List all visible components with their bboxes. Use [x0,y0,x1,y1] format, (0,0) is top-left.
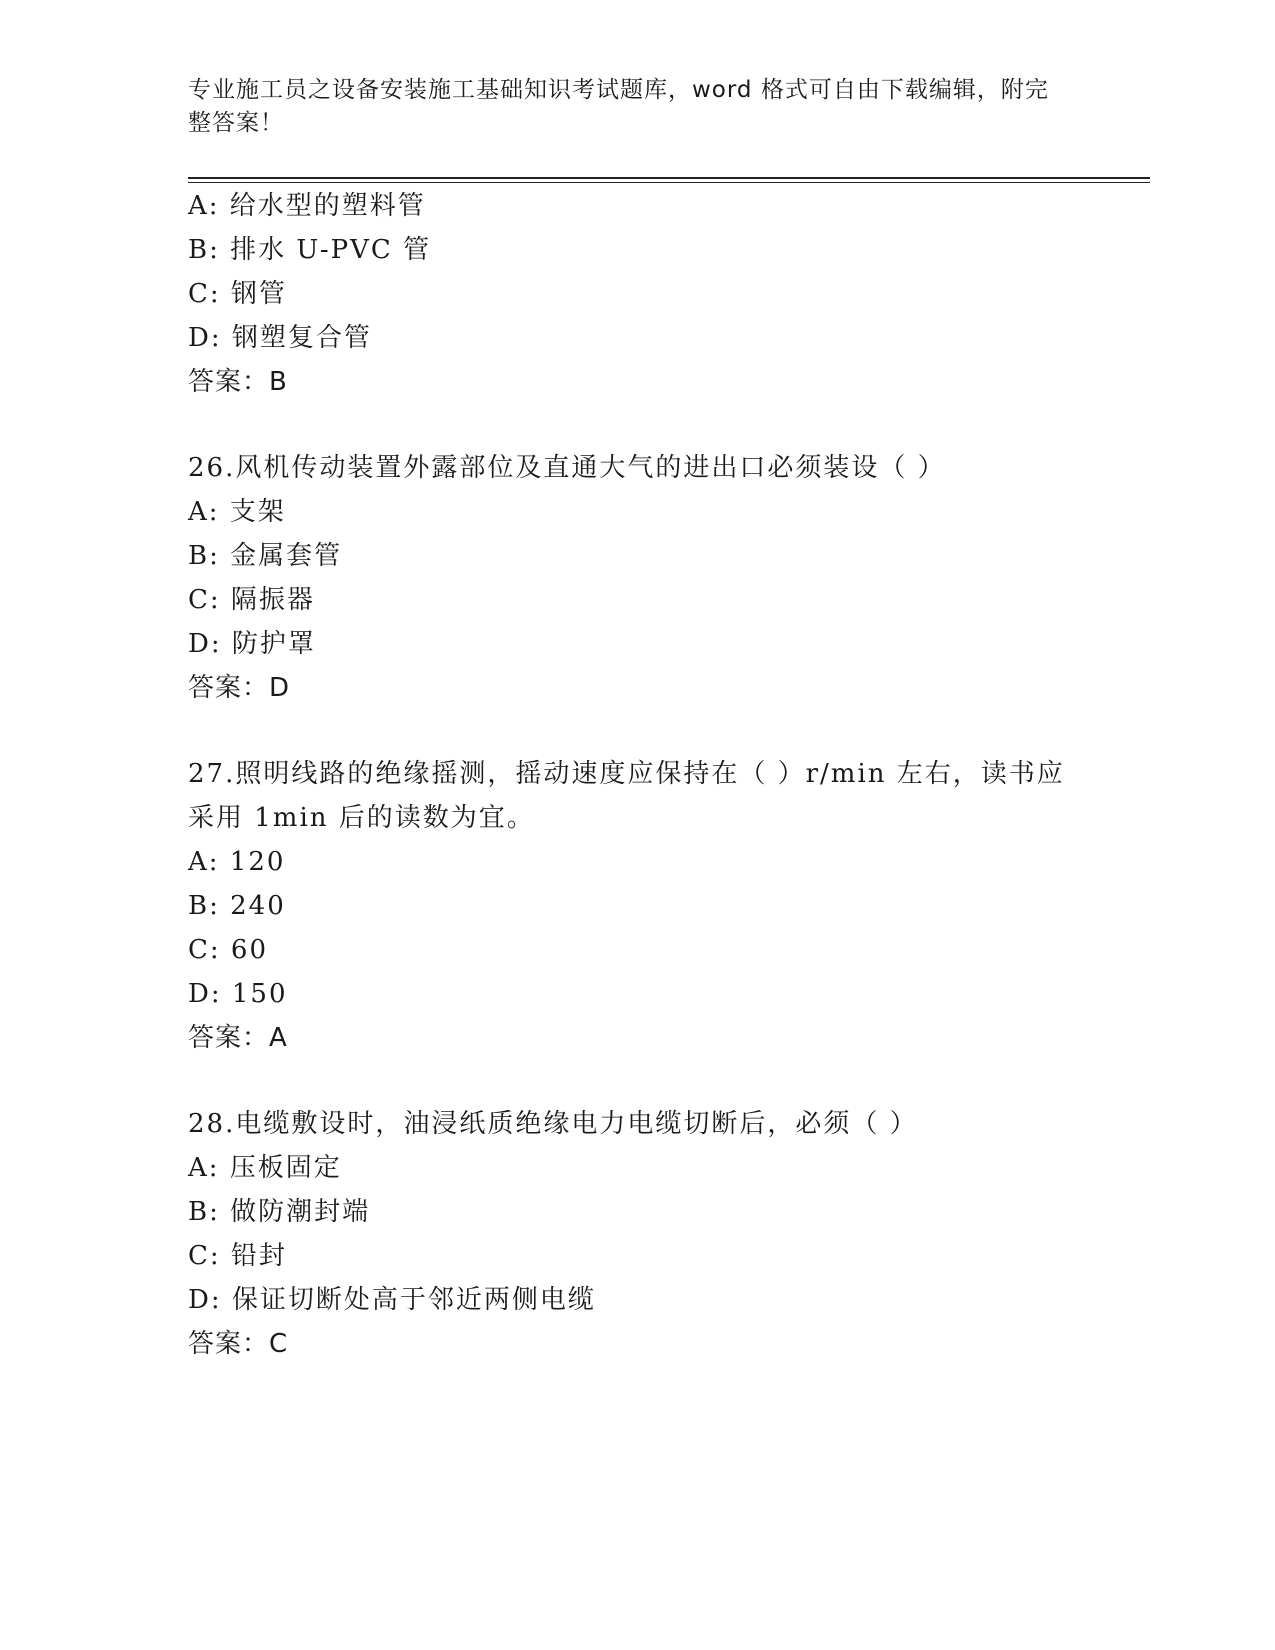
q27-option-b: B: 240 [188,891,286,921]
q25-option-d: D: 钢塑复合管 [188,323,372,353]
q28-option-d: D: 保证切断处高于邻近两侧电缆 [188,1285,596,1315]
document-header-title: 专业施工员之设备安装施工基础知识考试题库，word 格式可自由下载编辑，附完整答案！ [188,77,1049,136]
q26-option-c: C: 隔振器 [188,585,315,615]
q27-option-a: A: 120 [188,847,286,877]
q26-answer: 答案：D [188,673,291,703]
q26-question: 26.风机传动装置外露部位及直通大气的进出口必须装设（ ） [188,453,946,483]
q27-answer: 答案：A [188,1023,288,1053]
q28-answer: 答案：C [188,1329,289,1359]
q28-option-a: A: 压板固定 [188,1153,342,1183]
q26-option-d: D: 防护罩 [188,629,316,659]
q28-option-b: B: 做防潮封端 [188,1197,371,1227]
q26-option-b: B: 金属套管 [188,541,343,571]
header-divider-thin [188,182,1150,183]
q25-answer: 答案：B [188,367,288,397]
q25-option-c: C: 钢管 [188,279,287,309]
q27-option-c: C: 60 [188,935,269,965]
header-divider-thick [188,177,1150,179]
q27-option-d: D: 150 [188,979,288,1009]
q28-question: 28.电缆敷设时，油浸纸质绝缘电力电缆切断后，必须（ ） [188,1109,918,1139]
q27-question-line2: 采用 1min 后的读数为宜。 [188,803,535,833]
q27-question-line1: 27.照明线路的绝缘摇测，摇动速度应保持在（ ）r/min 左右，读书应 [188,759,1065,789]
q26-option-a: A: 支架 [188,497,286,527]
q25-option-a: A: 给水型的塑料管 [188,191,426,221]
q25-option-b: B: 排水 U-PVC 管 [188,235,432,265]
q28-option-c: C: 铅封 [188,1241,287,1271]
